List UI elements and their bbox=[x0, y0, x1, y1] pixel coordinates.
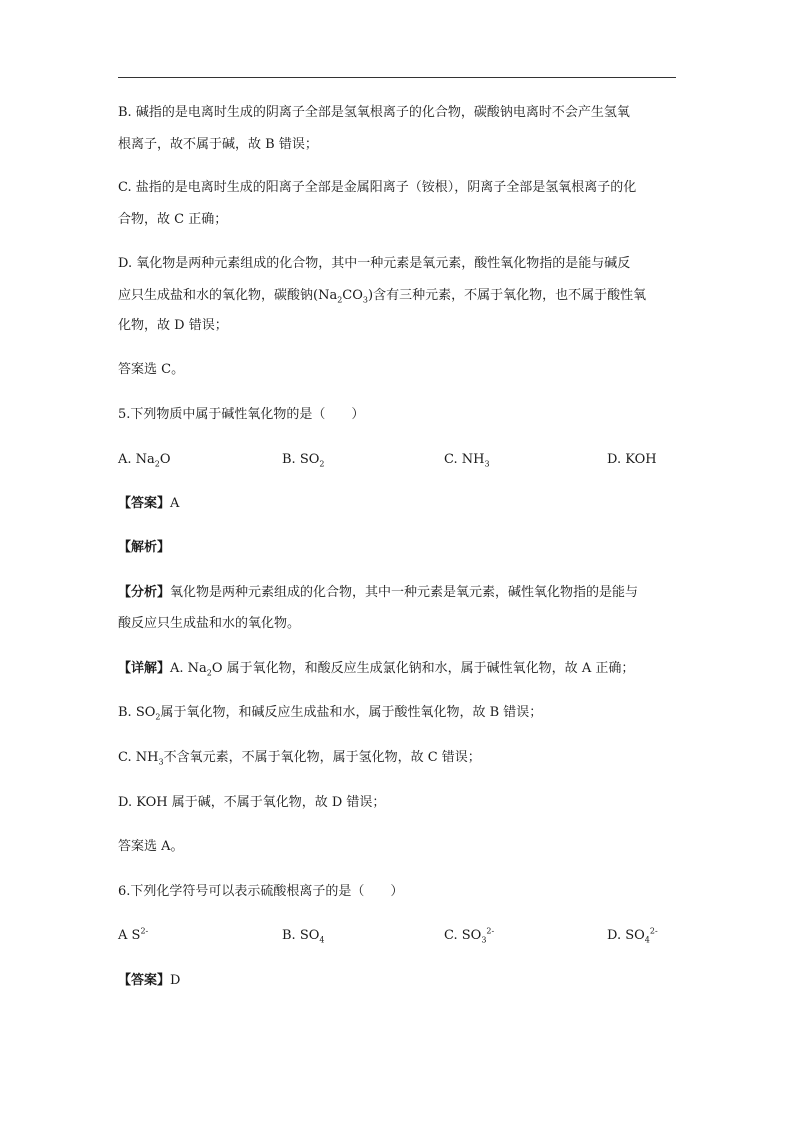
q5-option-c: C. $NH_3$ bbox=[444, 452, 490, 469]
q5-answer: 【答案】A bbox=[118, 496, 180, 511]
explanation-c-line1: C. 盐指的是电离时生成的阳离子全部是金属阳离子（铵根），阴离子全部是氢氧根离子的化 bbox=[118, 180, 637, 195]
q6-option-d: D. $SO_4^{2-}$ bbox=[607, 926, 658, 945]
q6-option-c: C. $SO_3^{2-}$ bbox=[444, 926, 495, 945]
q5-detail-d: D. KOH 属于碱，不属于氧化物，故 D 错误； bbox=[118, 795, 386, 810]
q6-answer: 【答案】D bbox=[118, 973, 181, 988]
q4-answer: 答案选 C。 bbox=[118, 362, 185, 377]
explanation-d-line2: 应只生成盐和水的氧化物，碳酸钠$(Na_2CO_3)$含有三种元素，不属于氧化物，也不属于酸性氧 bbox=[118, 288, 647, 305]
q6-stem: 6.下列化学符号可以表示硫酸根离子的是（ ） bbox=[118, 884, 404, 899]
q5-fenxi-line1: 【分析】氧化物是两种元素组成的化合物，其中一种元素是氧元素，碱性氧化物指的是能与 bbox=[118, 585, 639, 600]
q5-options bbox=[118, 452, 678, 468]
q5-option-a: A. $Na_2O$ bbox=[118, 452, 171, 469]
explanation-b-line1: B. 碱指的是电离时生成的阴离子全部是氢氧根离子的化合物，碳酸钠电离时不会产生氢氧 bbox=[118, 105, 630, 120]
explanation-c-line2: 合物，故 C 正确； bbox=[118, 212, 228, 227]
q5-analysis-label: 【解析】 bbox=[118, 540, 171, 555]
q5-option-b: B. $SO_2$ bbox=[282, 452, 325, 469]
header-rule bbox=[118, 77, 676, 78]
q5-answer-final: 答案选 A。 bbox=[118, 839, 184, 854]
q5-option-d: D. KOH bbox=[607, 452, 657, 467]
q5-detail-c: C. $NH_3$不含氧元素，不属于氧化物，属于氢化物，故 C 错误； bbox=[118, 750, 481, 767]
explanation-d-line3: 化物，故 D 错误； bbox=[118, 318, 228, 333]
explanation-b-line2: 根离子，故不属于碱，故 B 错误； bbox=[118, 137, 318, 152]
q5-fenxi-line2: 酸反应只生成盐和水的氧化物。 bbox=[118, 616, 301, 631]
q6-option-a: A $S^{2-}$ bbox=[118, 926, 149, 943]
q5-detail-a: 【详解】A. $Na_2O$ 属于氧化物，和酸反应生成氯化钠和水，属于碱性氧化物，故 A 正确； bbox=[118, 661, 635, 678]
q6-options bbox=[118, 928, 678, 944]
q6-option-b: B. $SO_4$ bbox=[282, 928, 325, 945]
q5-detail-b: B. $SO_2$属于氧化物，和碱反应生成盐和水，属于酸性氧化物，故 B 错误； bbox=[118, 705, 543, 722]
q5-stem: 5.下列物质中属于碱性氧化物的是（ ） bbox=[118, 407, 365, 422]
explanation-d-line1: D. 氧化物是两种元素组成的化合物，其中一种元素是氧元素，酸性氧化物指的是能与碱反 bbox=[118, 256, 631, 271]
